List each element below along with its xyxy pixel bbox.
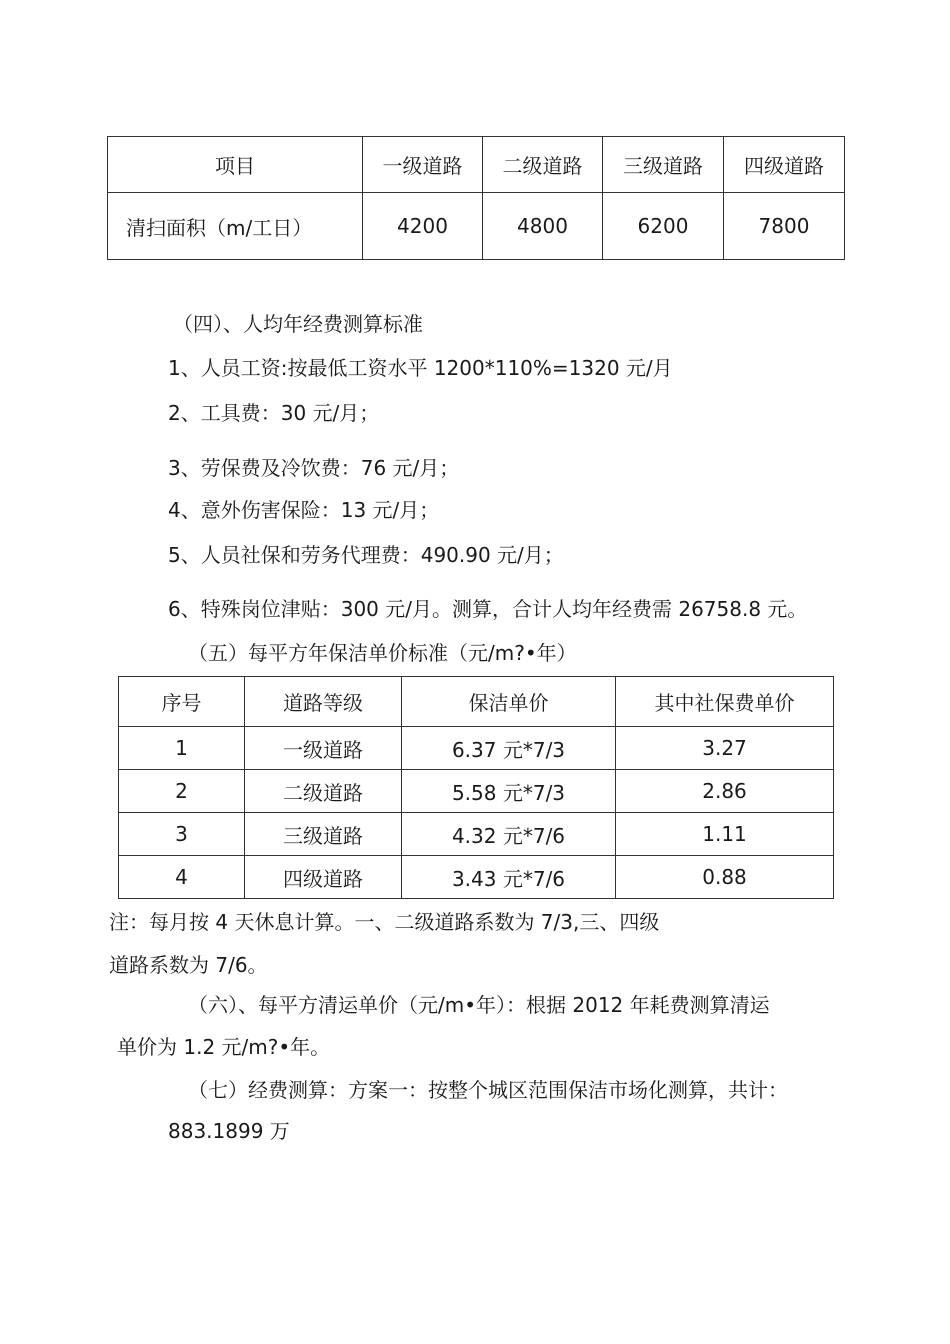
table-cell: 3.27 <box>616 727 834 770</box>
header-cell: 三级道路 <box>603 137 724 193</box>
section7-line-1: （七）经费测算：方案一：按整个城区范围保洁市场化测算，共计： <box>188 1078 788 1102</box>
section5-title: （五）每平方年保洁单价标准（元/m?•年） <box>188 641 577 665</box>
section4-item-4: 4、意外伤害保险：13 元/月； <box>168 498 440 522</box>
header-cell: 四级道路 <box>724 137 845 193</box>
table-row <box>119 856 834 899</box>
section4-item-6: 6、特殊岗位津贴：300 元/月。测算，合计人均年经费需 26758.8 元。 <box>168 597 808 621</box>
table-cell: 6200 <box>603 193 724 260</box>
table-cell: 一级道路 <box>245 727 402 770</box>
table-cell: 3 <box>119 813 245 856</box>
table-cell: 2.86 <box>616 770 834 813</box>
table-cell: 二级道路 <box>245 770 402 813</box>
header-cell: 道路等级 <box>245 677 402 727</box>
cleaning-price-table <box>118 676 834 899</box>
table-cell: 3.43 元*7/6 <box>402 856 616 899</box>
table-cell: 清扫面积（m/工日） <box>108 193 363 260</box>
table-cell: 四级道路 <box>245 856 402 899</box>
header-cell: 保洁单价 <box>402 677 616 727</box>
section6-line-1: （六）、每平方清运单价（元/m•年）：根据 2012 年耗费测算清运 <box>188 993 770 1017</box>
section4-item-2: 2、工具费：30 元/月； <box>168 401 380 425</box>
header-cell: 项目 <box>108 137 363 193</box>
table-cell: 三级道路 <box>245 813 402 856</box>
section6-line-2: 单价为 1.2 元/m?•年。 <box>117 1035 331 1059</box>
section4-title: （四）、人均年经费测算标准 <box>173 312 423 336</box>
table-cell: 4800 <box>483 193 603 260</box>
table-cell: 4 <box>119 856 245 899</box>
header-cell: 一级道路 <box>363 137 483 193</box>
table-row <box>108 193 845 260</box>
table-row <box>119 770 834 813</box>
table-cell: 0.88 <box>616 856 834 899</box>
section4-item-1: 1、人员工资:按最低工资水平 1200*110%=1320 元/月 <box>168 356 673 380</box>
header-cell: 序号 <box>119 677 245 727</box>
note-line-2: 道路系数为 7/6。 <box>109 953 268 977</box>
table-cell: 6.37 元*7/3 <box>402 727 616 770</box>
header-cell: 其中社保费单价 <box>616 677 834 727</box>
section7-line-2: 883.1899 万 <box>168 1119 290 1143</box>
table-row <box>119 727 834 770</box>
table-header-row <box>119 677 834 727</box>
section4-item-5: 5、人员社保和劳务代理费：490.90 元/月； <box>168 543 564 567</box>
road-area-table <box>107 136 845 260</box>
table-cell: 4.32 元*7/6 <box>402 813 616 856</box>
table-row <box>119 813 834 856</box>
note-line-1: 注：每月按 4 天休息计算。一、二级道路系数为 7/3,三、四级 <box>109 910 660 934</box>
table-cell: 5.58 元*7/3 <box>402 770 616 813</box>
section4-item-3: 3、劳保费及冷饮费：76 元/月； <box>168 456 460 480</box>
table-cell: 2 <box>119 770 245 813</box>
header-cell: 二级道路 <box>483 137 603 193</box>
table-cell: 4200 <box>363 193 483 260</box>
table-cell: 1 <box>119 727 245 770</box>
table-cell: 7800 <box>724 193 845 260</box>
table-header-row <box>108 137 845 193</box>
table-cell: 1.11 <box>616 813 834 856</box>
